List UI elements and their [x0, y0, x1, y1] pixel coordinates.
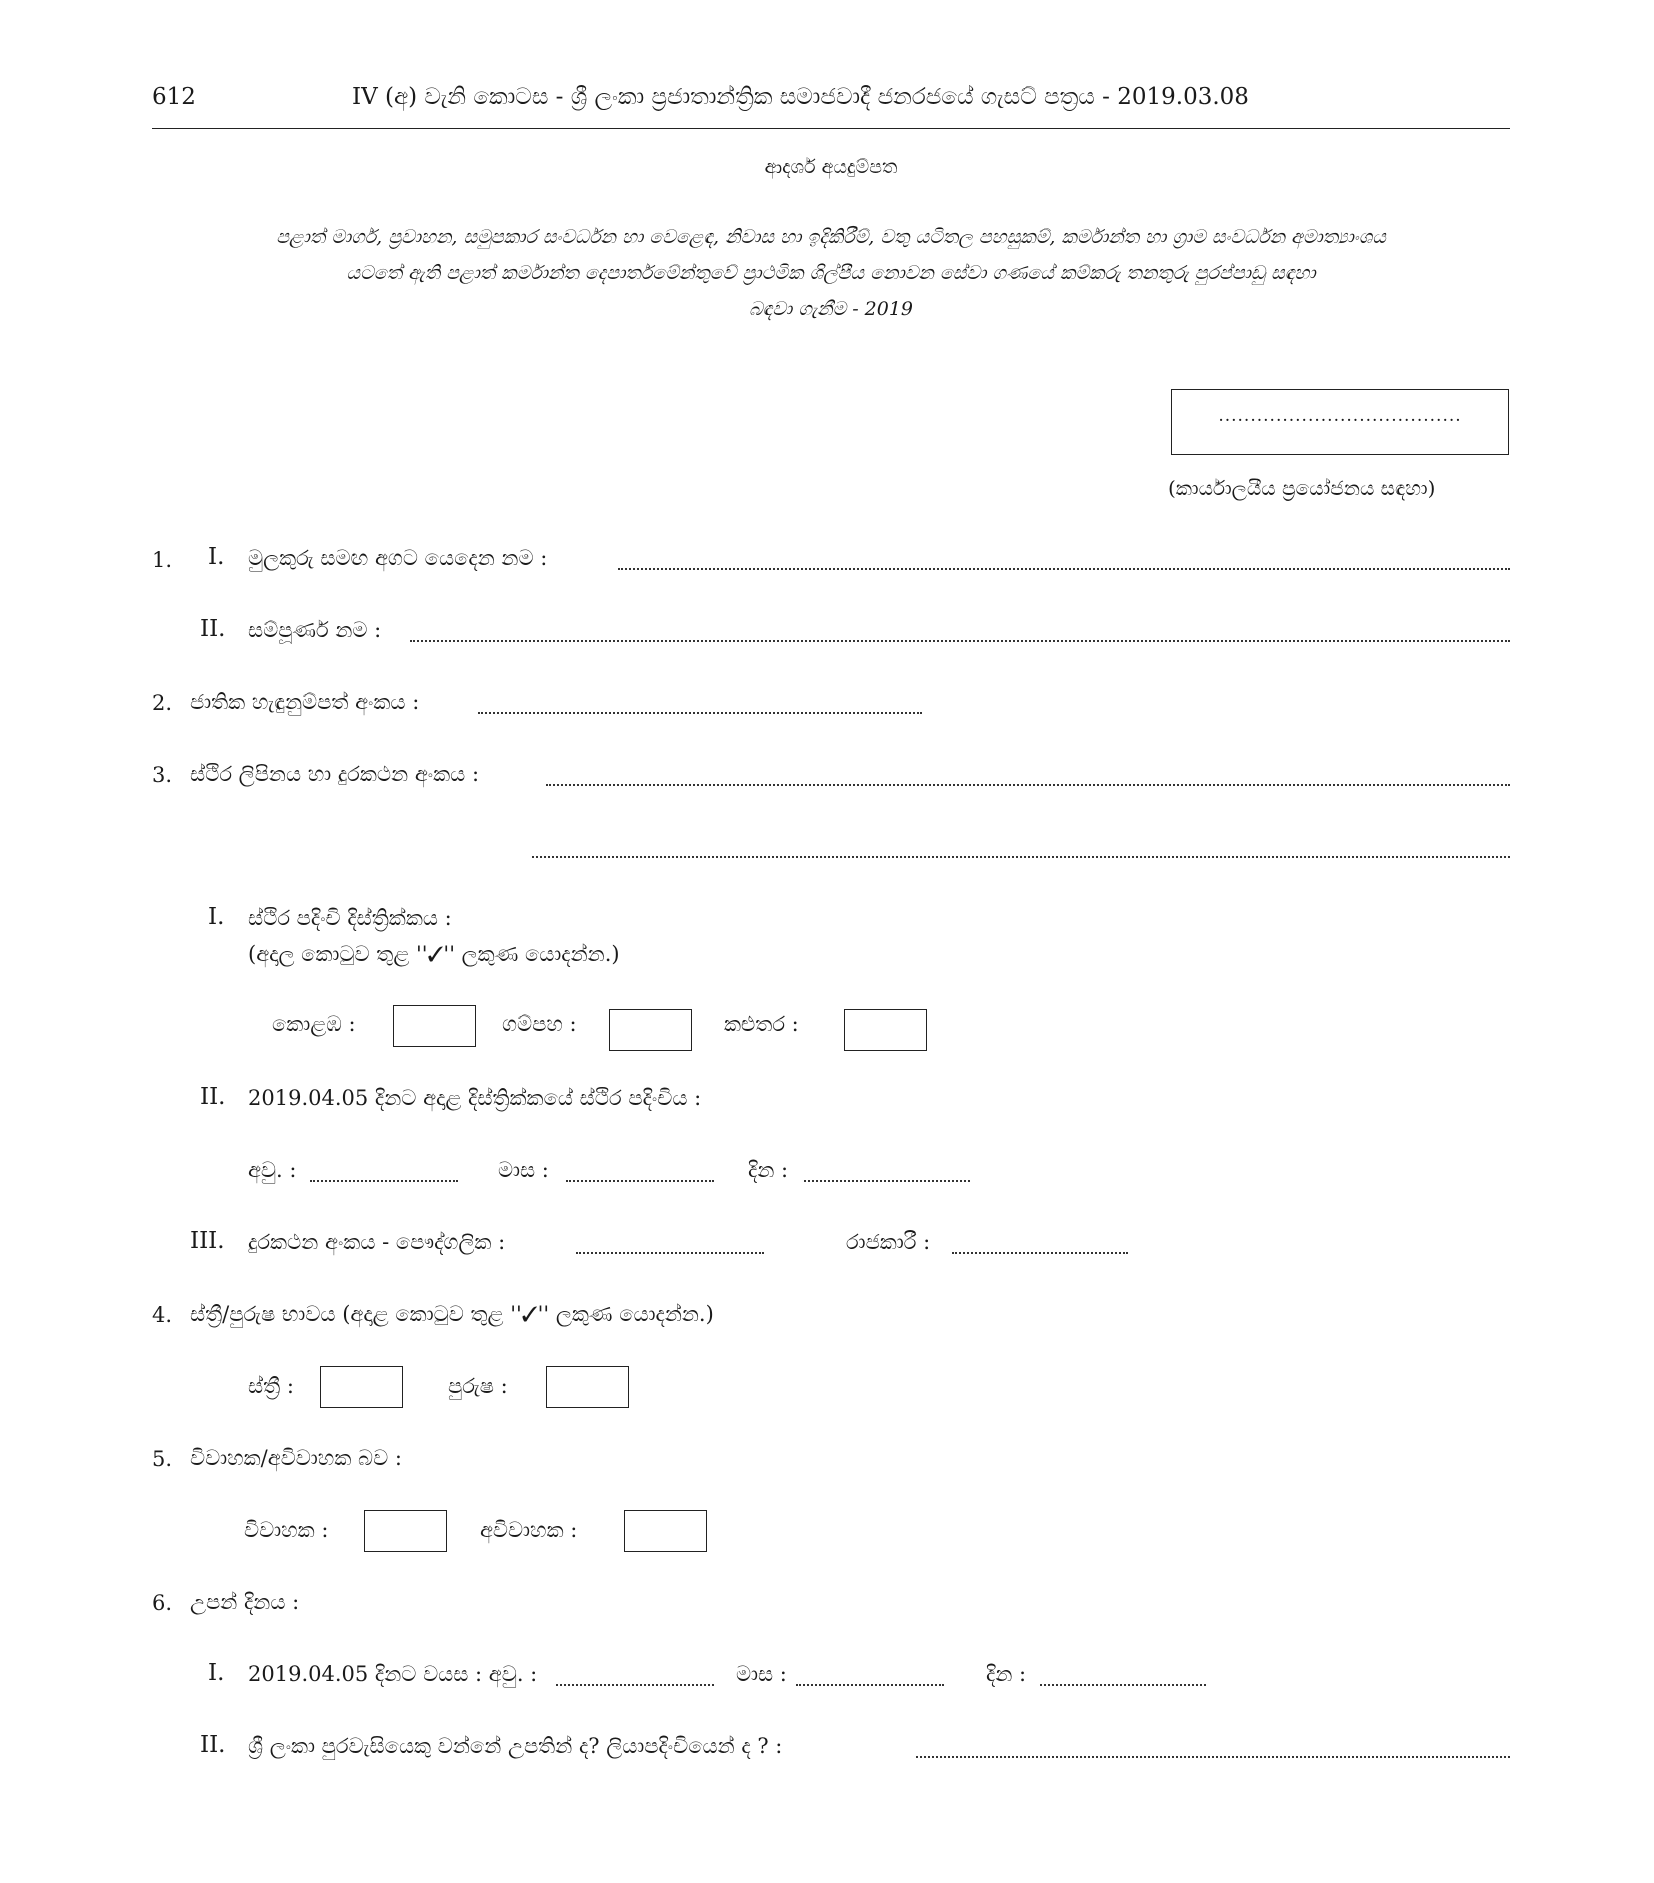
page-number: 612	[152, 84, 196, 110]
q1-ii-label: සම්පූර්ණ නම :	[248, 618, 382, 642]
form-title: ආදර්ශ අයදුම්පත	[764, 156, 898, 178]
q1-number: 1.	[152, 548, 173, 572]
district-option-kalutara: කළුතර :	[724, 1012, 799, 1036]
gender-female-checkbox[interactable]	[320, 1366, 403, 1408]
age-years-field[interactable]	[556, 1684, 714, 1686]
q6-number: 6.	[152, 1591, 173, 1615]
q4-number: 4.	[152, 1303, 173, 1327]
q3-iii-label: දුරකථන අංකය - පෞද්ගලික :	[248, 1230, 506, 1254]
q2-number: 2.	[152, 691, 173, 715]
q6-i-roman: I.	[208, 1660, 225, 1686]
gender-option-male: පුරුෂ :	[448, 1374, 508, 1398]
residence-years-label: අවු. :	[248, 1158, 297, 1182]
form-subtitle-line-3: බඳවා ගැනීම - 2019	[748, 298, 914, 320]
q3-ii-label: 2019.04.05 දිනට අදාළ දිස්ත්‍රික්කයේ ස්ථිර පදිංචිය :	[248, 1086, 702, 1110]
office-use-box	[1171, 389, 1509, 455]
official-phone-field[interactable]	[952, 1252, 1128, 1254]
permanent-address-field-line-2[interactable]	[532, 856, 1510, 858]
q3-iii-roman: III.	[190, 1228, 225, 1254]
nic-number-field[interactable]	[478, 712, 922, 714]
personal-phone-field[interactable]	[576, 1252, 764, 1254]
citizenship-field[interactable]	[916, 1756, 1510, 1758]
q1-i-roman: I.	[208, 544, 225, 570]
marital-option-married: විවාහක :	[244, 1518, 329, 1542]
official-phone-label: රාජකාරී :	[846, 1230, 931, 1254]
residence-days-field[interactable]	[804, 1180, 970, 1182]
residence-months-field[interactable]	[566, 1180, 714, 1182]
q3-i-label: ස්ථිර පදිංචි දිස්ත්‍රික්කය :	[248, 906, 452, 930]
age-days-label: දින :	[986, 1662, 1027, 1686]
district-kalutara-checkbox[interactable]	[844, 1009, 927, 1051]
q3-number: 3.	[152, 763, 173, 787]
office-use-dots: ......................................	[1218, 406, 1462, 426]
district-option-gampaha: ගම්පහ :	[502, 1012, 577, 1036]
q1-ii-roman: II.	[200, 616, 226, 642]
q2-label: ජාතික හැඳුනුම්පත් අංකය :	[190, 690, 420, 714]
name-with-initials-field[interactable]	[618, 568, 1510, 570]
q3-ii-roman: II.	[200, 1084, 226, 1110]
residence-days-label: දින :	[748, 1158, 789, 1182]
q3-i-roman: I.	[208, 904, 225, 930]
q1-i-label: මුලකුරු සමඟ අගට යෙදෙන නම :	[248, 546, 548, 570]
form-subtitle-line-1: පළාත් මාර්ග, ප්‍රවාහන, සමුපකාර සංවර්ධන හා වෙළෙඳ, නිවාස හා ඉදිකිරීම්, වතු යටිතල පහසුකම්, කර්මාන්ත හා ග්‍රාම සංවර්ධන අමාත්‍යාංශය	[276, 226, 1386, 248]
gender-male-checkbox[interactable]	[546, 1366, 629, 1408]
district-colombo-checkbox[interactable]	[393, 1005, 476, 1047]
gazette-header-title: IV (අ) වැනි කොටස - ශ්‍රී ලංකා ප්‍රජාතාන්ත්‍රික සමාජවාදී ජනරජයේ ගැසට් පත්‍රය - 2019.03.08	[352, 84, 1249, 110]
office-use-label: (කාර්යාලයීය ප්‍රයෝජනය සඳහා)	[1168, 476, 1436, 500]
residence-months-label: මාස :	[498, 1158, 549, 1182]
permanent-address-field[interactable]	[546, 784, 1510, 786]
q3-i-instruction: (අදාල කොටුව තුළ ''✓'' ලකුණ යොදන්න.)	[248, 942, 620, 966]
q5-number: 5.	[152, 1447, 173, 1471]
form-subtitle-line-2: යටතේ ඇති පළාත් කර්මාන්ත දෙපාර්තමේන්තුවේ ප්‍රාථමික ශිල්පීය නොවන සේවා ගණයේ කම්කරු තනතුරු පුරප්පාඩු සඳහා	[346, 262, 1316, 284]
district-option-colombo: කොළඹ :	[272, 1012, 356, 1036]
header-rule	[152, 128, 1510, 129]
age-months-field[interactable]	[796, 1684, 944, 1686]
marital-option-unmarried: අවිවාහක :	[480, 1518, 578, 1542]
marital-married-checkbox[interactable]	[364, 1510, 447, 1552]
age-days-field[interactable]	[1040, 1684, 1206, 1686]
marital-unmarried-checkbox[interactable]	[624, 1510, 707, 1552]
age-months-label: මාස :	[736, 1662, 787, 1686]
residence-years-field[interactable]	[310, 1180, 458, 1182]
q4-label: ස්ත්‍රී/පුරුෂ භාවය (අදාළ කොටුව තුළ ''✓'' ලකුණ යොදන්න.)	[190, 1302, 714, 1326]
q6-i-label: 2019.04.05 දිනට වයස : අවු. :	[248, 1662, 538, 1686]
q6-ii-roman: II.	[200, 1732, 226, 1758]
full-name-field[interactable]	[410, 640, 1510, 642]
gender-option-female: ස්ත්‍රී :	[248, 1374, 294, 1398]
q6-ii-label: ශ්‍රී ලංකා පුරවැසියෙකු වන්නේ උපතින් ද? ලියාපදිංචියෙන් ද ? :	[248, 1734, 783, 1758]
q5-label: විවාහක/අවිවාහක බව :	[190, 1446, 402, 1470]
q6-label: උපන් දිනය :	[190, 1590, 300, 1614]
district-gampaha-checkbox[interactable]	[609, 1009, 692, 1051]
q3-label: ස්ථිර ලිපිනය හා දුරකථන අංකය :	[190, 762, 480, 786]
